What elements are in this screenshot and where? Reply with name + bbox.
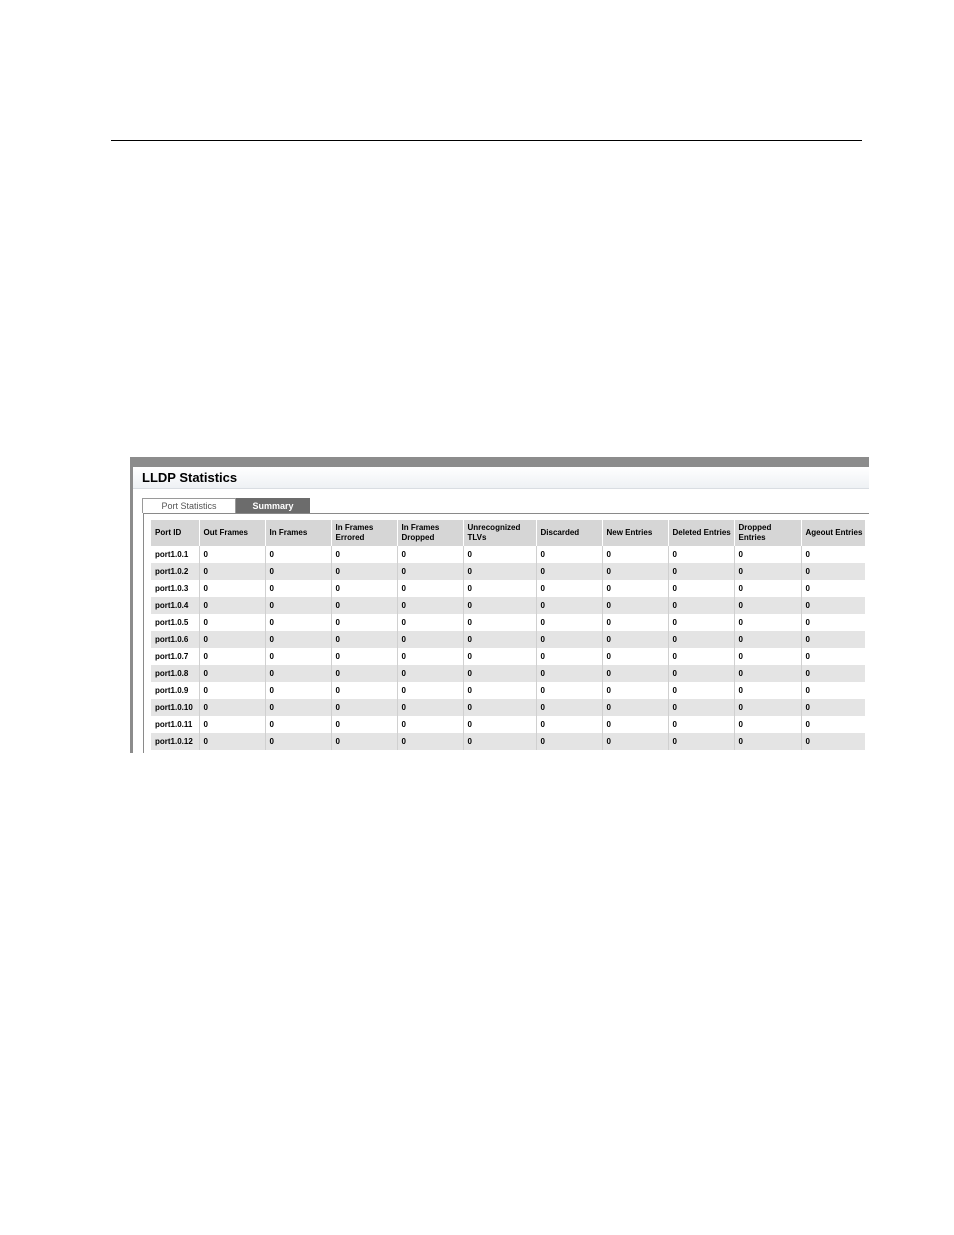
stat-cell: 0 [801,614,865,631]
stat-cell: 0 [199,631,265,648]
port-id-cell: port1.0.9 [151,682,199,699]
stat-cell: 0 [801,733,865,750]
stat-cell: 0 [463,614,536,631]
summary-panel [143,513,869,753]
stat-cell: 0 [265,648,331,665]
stat-cell: 0 [331,563,397,580]
port-id-cell: port1.0.5 [151,614,199,631]
stat-cell: 0 [265,563,331,580]
stat-cell: 0 [397,665,463,682]
stat-cell: 0 [265,597,331,614]
table-row [151,631,865,648]
stat-cell: 0 [602,733,668,750]
stat-cell: 0 [668,648,734,665]
stat-cell: 0 [734,631,801,648]
stat-cell: 0 [199,699,265,716]
column-header: Port ID [151,520,199,546]
stat-cell: 0 [265,665,331,682]
stat-cell: 0 [602,597,668,614]
stat-cell: 0 [734,716,801,733]
stat-cell: 0 [397,733,463,750]
stat-cell: 0 [265,733,331,750]
stat-cell: 0 [199,665,265,682]
table-row [151,563,865,580]
stat-cell: 0 [536,665,602,682]
stat-cell: 0 [734,665,801,682]
stat-cell: 0 [331,648,397,665]
stat-cell: 0 [602,648,668,665]
stat-cell: 0 [668,614,734,631]
stat-cell: 0 [668,665,734,682]
stat-cell: 0 [734,580,801,597]
port-id-cell: port1.0.3 [151,580,199,597]
column-header: New Entries [602,520,668,546]
stat-cell: 0 [265,682,331,699]
stat-cell: 0 [397,716,463,733]
stat-cell: 0 [668,631,734,648]
stat-cell: 0 [463,682,536,699]
table-row [151,716,865,733]
table-row [151,614,865,631]
stat-cell: 0 [602,546,668,563]
stat-cell: 0 [397,631,463,648]
stat-cell: 0 [463,733,536,750]
port-id-cell: port1.0.6 [151,631,199,648]
stat-cell: 0 [801,716,865,733]
table-row [151,699,865,716]
stat-cell: 0 [199,716,265,733]
table-row [151,648,865,665]
lldp-summary-table [151,520,865,750]
tab-bar [142,498,310,513]
stat-cell: 0 [536,716,602,733]
stat-cell: 0 [734,699,801,716]
table-row [151,580,865,597]
stat-cell: 0 [265,546,331,563]
stat-cell: 0 [602,563,668,580]
title-bar [133,467,869,489]
stat-cell: 0 [668,597,734,614]
stat-cell: 0 [668,580,734,597]
stat-cell: 0 [199,614,265,631]
port-id-cell: port1.0.1 [151,546,199,563]
stat-cell: 0 [668,733,734,750]
port-id-cell: port1.0.12 [151,733,199,750]
stat-cell: 0 [265,716,331,733]
stat-cell: 0 [734,563,801,580]
column-header: Dropped Entries [734,520,801,546]
stat-cell: 0 [668,546,734,563]
table-row [151,733,865,750]
port-id-cell: port1.0.8 [151,665,199,682]
stat-cell: 0 [801,648,865,665]
stat-cell: 0 [668,682,734,699]
stat-cell: 0 [536,546,602,563]
column-header: Ageout Entries [801,520,865,546]
column-header: Unrecognized TLVs [463,520,536,546]
table-row [151,682,865,699]
stat-cell: 0 [463,699,536,716]
stat-cell: 0 [801,682,865,699]
stat-cell: 0 [801,665,865,682]
stat-cell: 0 [331,580,397,597]
tab-summary[interactable]: Summary [236,498,310,513]
stat-cell: 0 [199,597,265,614]
stat-cell: 0 [734,682,801,699]
stat-cell: 0 [463,563,536,580]
tab-port-statistics[interactable]: Port Statistics [142,498,236,513]
stat-cell: 0 [331,546,397,563]
stat-cell: 0 [265,699,331,716]
column-header: In Frames Dropped [397,520,463,546]
page-header-rule [111,140,862,141]
stat-cell: 0 [265,614,331,631]
lldp-statistics-window [130,457,869,753]
table-body [151,546,865,750]
stat-cell: 0 [463,665,536,682]
port-id-cell: port1.0.10 [151,699,199,716]
stat-cell: 0 [801,699,865,716]
stat-cell: 0 [331,716,397,733]
stat-cell: 0 [668,716,734,733]
stat-cell: 0 [536,580,602,597]
port-id-cell: port1.0.7 [151,648,199,665]
stat-cell: 0 [397,546,463,563]
stat-cell: 0 [331,682,397,699]
stat-cell: 0 [265,631,331,648]
stat-cell: 0 [331,597,397,614]
stat-cell: 0 [199,682,265,699]
stat-cell: 0 [801,546,865,563]
stat-cell: 0 [331,733,397,750]
stat-cell: 0 [734,597,801,614]
stat-cell: 0 [801,563,865,580]
stat-cell: 0 [199,648,265,665]
port-id-cell: port1.0.11 [151,716,199,733]
stat-cell: 0 [536,682,602,699]
stat-cell: 0 [602,631,668,648]
table-row [151,546,865,563]
stat-cell: 0 [536,733,602,750]
stat-cell: 0 [668,699,734,716]
stat-cell: 0 [602,682,668,699]
column-header: In Frames [265,520,331,546]
stat-cell: 0 [668,563,734,580]
stat-cell: 0 [331,631,397,648]
table-row [151,665,865,682]
stat-cell: 0 [463,597,536,614]
stat-cell: 0 [331,665,397,682]
port-id-cell: port1.0.2 [151,563,199,580]
stat-cell: 0 [463,631,536,648]
stat-cell: 0 [536,699,602,716]
stat-cell: 0 [801,631,865,648]
stat-cell: 0 [331,699,397,716]
column-header: Discarded [536,520,602,546]
stat-cell: 0 [397,580,463,597]
column-header: Deleted Entries [668,520,734,546]
stat-cell: 0 [397,614,463,631]
stat-cell: 0 [602,580,668,597]
stat-cell: 0 [463,580,536,597]
stat-cell: 0 [397,648,463,665]
table-header-row [151,520,865,546]
stat-cell: 0 [801,597,865,614]
stat-cell: 0 [331,614,397,631]
stat-cell: 0 [734,546,801,563]
stat-cell: 0 [801,580,865,597]
stat-cell: 0 [463,546,536,563]
stat-cell: 0 [397,682,463,699]
column-header: Out Frames [199,520,265,546]
stat-cell: 0 [734,648,801,665]
stat-cell: 0 [536,597,602,614]
stat-cell: 0 [602,699,668,716]
column-header: In Frames Errored [331,520,397,546]
window-top-strip [133,457,869,467]
stat-cell: 0 [463,648,536,665]
stat-cell: 0 [602,665,668,682]
stat-cell: 0 [199,546,265,563]
stat-cell: 0 [199,563,265,580]
stat-cell: 0 [536,563,602,580]
stat-cell: 0 [734,614,801,631]
stat-cell: 0 [536,614,602,631]
page-title: LLDP Statistics [142,470,238,485]
stat-cell: 0 [199,580,265,597]
stat-cell: 0 [602,614,668,631]
port-id-cell: port1.0.4 [151,597,199,614]
stat-cell: 0 [397,699,463,716]
stat-cell: 0 [734,733,801,750]
stat-cell: 0 [397,597,463,614]
stat-cell: 0 [536,631,602,648]
stat-cell: 0 [602,716,668,733]
stat-cell: 0 [265,580,331,597]
stat-cell: 0 [536,648,602,665]
stat-cell: 0 [199,733,265,750]
stat-cell: 0 [463,716,536,733]
stat-cell: 0 [397,563,463,580]
table-row [151,597,865,614]
